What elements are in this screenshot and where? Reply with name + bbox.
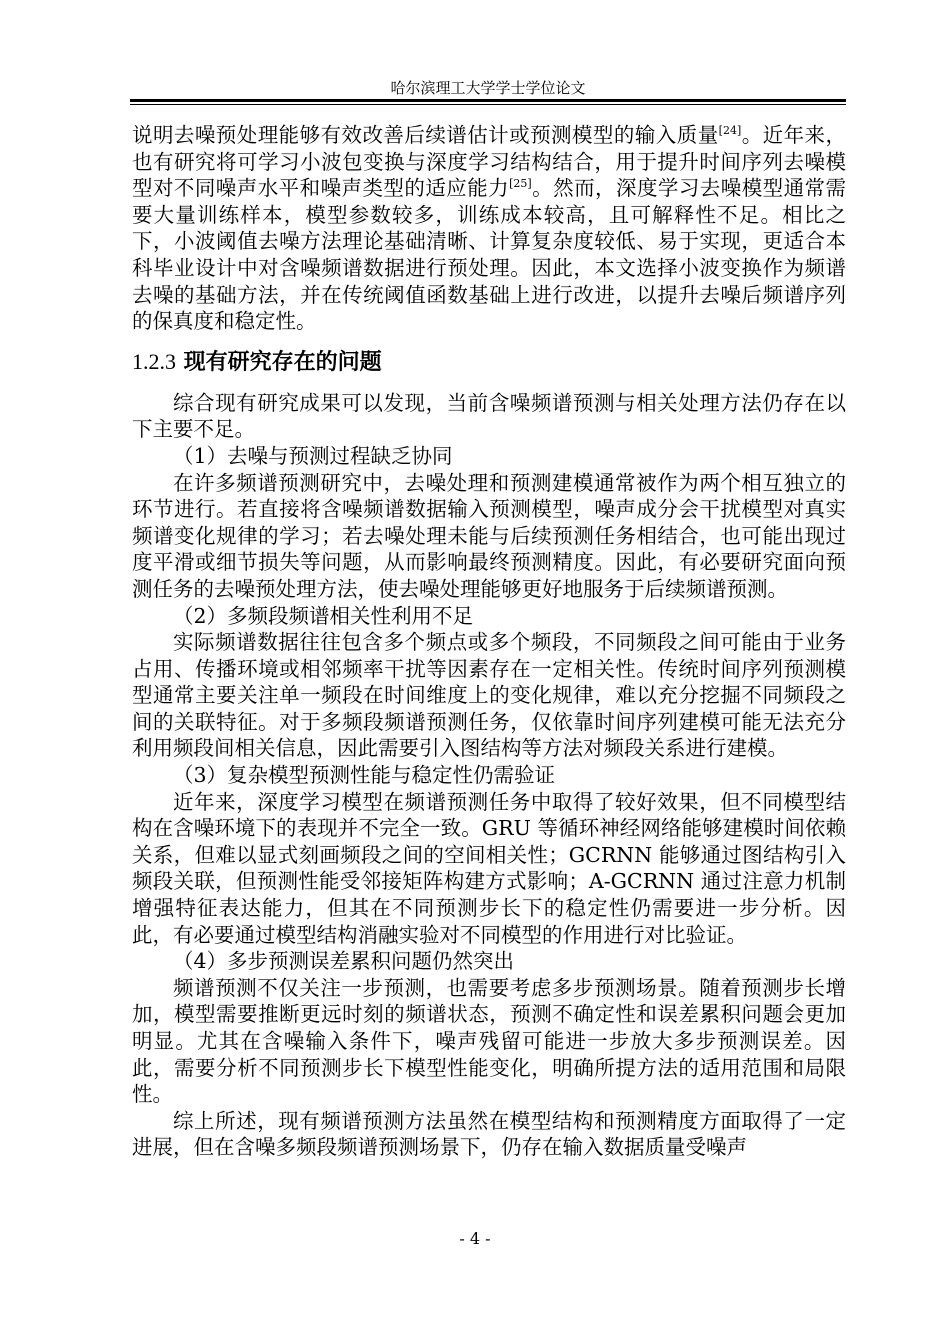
section-number: 1.2.3 (132, 348, 176, 374)
citation-25: [25] (509, 177, 532, 191)
item-heading-3: （3）复杂模型预测性能与稳定性仍需验证 (173, 763, 556, 788)
item-heading-1: （1）去噪与预测过程缺乏协同 (173, 443, 453, 468)
section-heading (132, 347, 846, 377)
page-number: - 4 - (459, 1229, 491, 1248)
item-heading-2: （2）多频段频谱相关性利用不足 (173, 603, 474, 628)
section-title: 现有研究存在的问题 (183, 348, 382, 375)
running-header: 哈尔滨理工大学学士学位论文 (390, 79, 586, 97)
citation-24: [24] (718, 124, 742, 137)
text-run: 说明去噪预处理能够有效改善后续谱估计或预测模型的输入质量 (132, 123, 719, 147)
item-heading-4: （4）多步预测误差累积问题仍然突出 (173, 949, 515, 974)
item-paragraph-3: 近年来，深度学习模型在频谱预测任务中取得了较好效果，但不同模型结构在含噪环境下的表现并不完全一致。GRU 等循环神经网络能够建模时间依赖关系，但难以显式刻画频段之间的空间相关性；GCRNN 能够通过图结构引入频段关联，但预测性能受邻接矩阵构建方式影响；A-GCRNN 通过注意力机制增强特征表达能力，但其在不同预测步长下的稳定性仍需要进一步分析。因此，有必要通过模型结构消融实验对不同模型的作用进行对比验证。 (132, 789, 846, 947)
paragraph-continuation (132, 122, 846, 335)
page-body (132, 122, 846, 1161)
text-run: 。然而，深度学习去噪模型通常需要大量训练样本，模型参数较多，训练成本较高，且可解释性不足。相比之下，小波阈值去噪方法理论基础清晰、计算复杂度较低、易于实现，更适合本科毕业设计中对含噪频谱数据进行预处理。因此，本文选择小波变换作为频谱去噪的基础方法，并在传统阈值函数基础上进行改进，以提升去噪后频谱序列的保真度和稳定性。 (132, 176, 847, 334)
header-rule-thin (130, 104, 846, 105)
item-paragraph-1: 在许多频谱预测研究中，去噪处理和预测建模通常被作为两个相互独立的环节进行。若直接将含噪频谱数据输入预测模型，噪声成分会干扰模型对真实频谱变化规律的学习；若去噪处理未能与后续预测任务相结合，也可能出现过度平滑或细节损失等问题，从而影响最终预测精度。因此，有必要研究面向预测任务的去噪预处理方法，使去噪处理能够更好地服务于后续频谱预测。 (132, 470, 846, 601)
item-paragraph-2: 实际频谱数据往往包含多个频点或多个频段，不同频段之间可能由于业务占用、传播环境或相邻频率干扰等因素存在一定相关性。传统时间序列预测模型通常主要关注单一频段在时间维度上的变化规律，难以充分挖掘不同频段之间的关联特征。对于多频段频谱预测任务，仅依靠时间序列建模可能无法充分利用频段间相关信息，因此需要引入图结构等方法对频段关系进行建模。 (132, 630, 846, 761)
header-rule-thick (130, 99, 846, 102)
text-run: 。近年来，也有研究将可学习小波包变换与深度学习结构结合，用于提升时间序列去噪模型对不同噪声水平和噪声类型的适应能力 (132, 123, 847, 201)
intro-paragraph: 综合现有研究成果可以发现，当前含噪频谱预测与相关处理方法仍存在以下主要不足。 (132, 390, 846, 442)
conclusion-paragraph: 综上所述，现有频谱预测方法虽然在模型结构和预测精度方面取得了一定进展，但在含噪多频段频谱预测场景下，仍存在输入数据质量受噪声 (132, 1108, 846, 1160)
item-paragraph-4: 频谱预测不仅关注一步预测，也需要考虑多步预测场景。随着预测步长增加，模型需要推断更远时刻的频谱状态，预测不确定性和误差累积问题会更加明显。尤其在含噪输入条件下，噪声残留可能进一步放大多步预测误差。因此，需要分析不同预测步长下模型性能变化，明确所提方法的适用范围和局限性。 (132, 975, 846, 1107)
